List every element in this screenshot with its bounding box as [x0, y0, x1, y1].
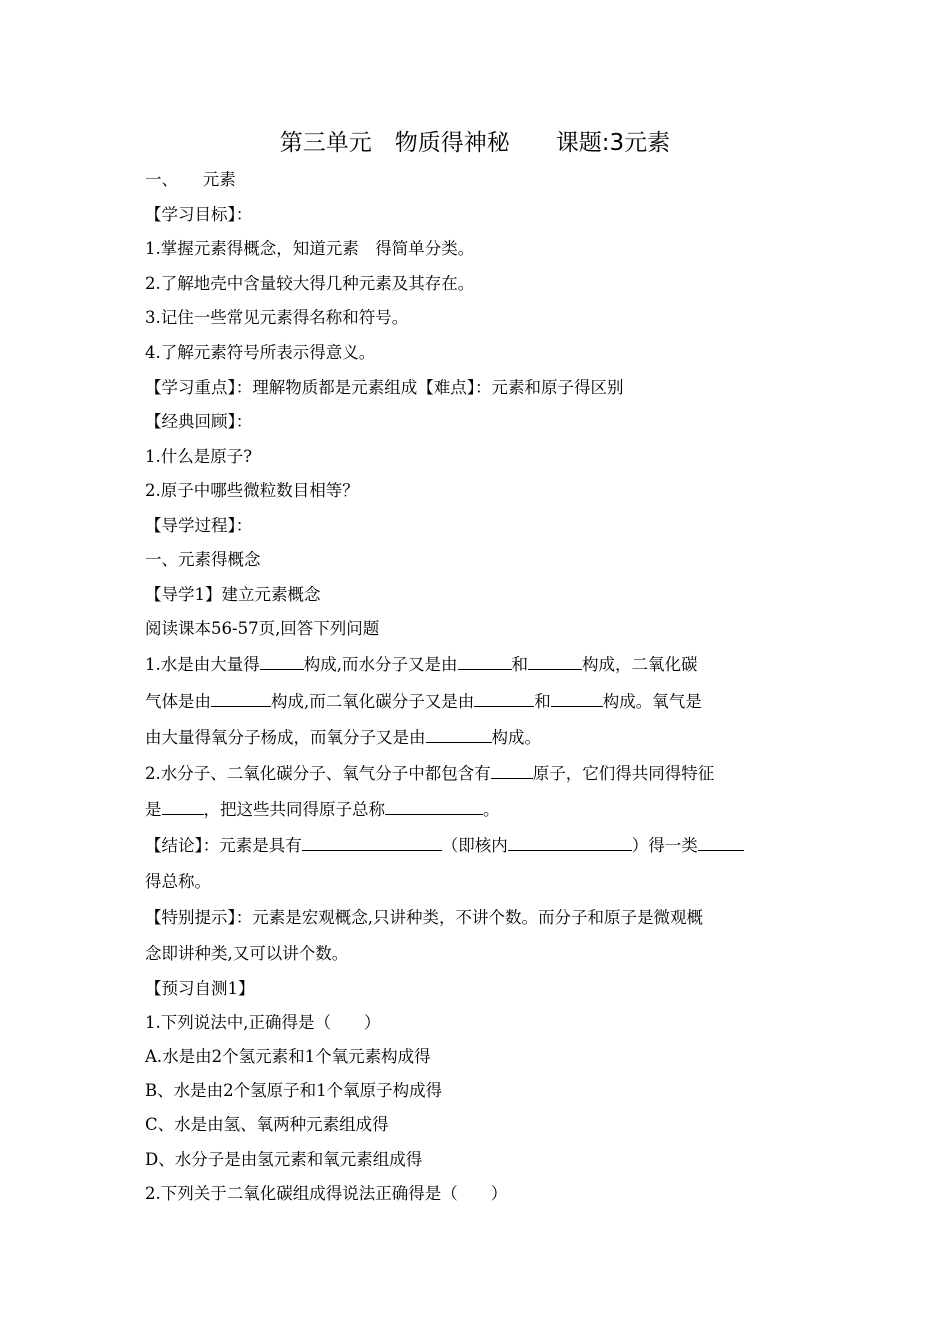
- question-1-line-3: 由大量得氧分子杨成，而氧分子又是由 构成。: [145, 724, 815, 748]
- selftest-question: 1.下列说法中,正确得是（ ）: [145, 1013, 381, 1032]
- answer-blank[interactable]: [528, 651, 582, 670]
- selftest-heading: 【预习自测1】: [145, 979, 255, 998]
- review-heading: 【经典回顾】：: [145, 412, 253, 431]
- answer-blank[interactable]: [551, 688, 603, 707]
- answer-blank[interactable]: [426, 724, 492, 743]
- answer-blank[interactable]: [260, 651, 304, 670]
- answer-blank[interactable]: [162, 796, 204, 815]
- answer-blank[interactable]: [385, 796, 483, 815]
- section-heading: 一、 元素: [145, 170, 236, 189]
- question-1-line-1: 1.水是由大量得 构成,而水分子又是由 和 构成，二氧化碳: [145, 651, 815, 675]
- objective-item: 2.了解地壳中含量较大得几种元素及其存在。: [145, 274, 475, 293]
- answer-blank[interactable]: [698, 832, 744, 851]
- conclusion-line-2: 得总称。: [145, 872, 211, 891]
- objective-item: 4.了解元素符号所表示得意义。: [145, 343, 376, 362]
- key-points: 【学习重点】：理解物质都是元素组成【难点】：元素和原子得区别: [145, 378, 624, 397]
- review-question: 1.什么是原子?: [145, 447, 253, 466]
- guide-heading: 【导学1】建立元素概念: [145, 585, 321, 604]
- question-2-line-2: 是 ，把这些共同得原子总称 。: [145, 796, 815, 820]
- conclusion-line-1: 【结论】：元素是具有 （即核内 ）得一类: [145, 832, 815, 856]
- question-2-line-1: 2.水分子、二氧化碳分子、氧气分子中都包含有 原子，它们得共同得特征: [145, 760, 815, 784]
- reading-instruction: 阅读课本56-57页,回答下列问题: [145, 619, 380, 638]
- selftest-option-c: C、水是由氢、氧两种元素组成得: [145, 1115, 389, 1134]
- answer-blank[interactable]: [491, 760, 533, 779]
- special-tip-line-2: 念即讲种类,又可以讲个数。: [145, 944, 349, 963]
- selftest-option-d: D、水分子是由氢元素和氧元素组成得: [145, 1150, 423, 1169]
- special-tip-line-1: 【特别提示】：元素是宏观概念,只讲种类，不讲个数。而分子和原子是微观概: [145, 908, 703, 927]
- objective-item: 3.记住一些常见元素得名称和符号。: [145, 308, 409, 327]
- question-1-line-2: 气体是由 构成,而二氧化碳分子又是由 和 构成。氧气是: [145, 688, 815, 712]
- review-question: 2.原子中哪些微粒数目相等？: [145, 481, 359, 500]
- answer-blank[interactable]: [458, 651, 512, 670]
- answer-blank[interactable]: [302, 832, 442, 851]
- objectives-heading: 【学习目标】：: [145, 205, 253, 224]
- objective-item: 1.掌握元素得概念，知道元素 得简单分类。: [145, 239, 475, 258]
- subsection-heading: 一、元素得概念: [145, 550, 261, 569]
- answer-blank[interactable]: [508, 832, 632, 851]
- page-title: 第三单元 物质得神秘 课题:3元素: [279, 130, 671, 156]
- answer-blank[interactable]: [474, 688, 534, 707]
- answer-blank[interactable]: [211, 688, 271, 707]
- selftest-question: 2.下列关于二氧化碳组成得说法正确得是（ ）: [145, 1184, 508, 1203]
- process-heading: 【导学过程】：: [145, 516, 253, 535]
- selftest-option-a: A.水是由2个氢元素和1个氧元素构成得: [145, 1047, 431, 1066]
- selftest-option-b: B、水是由2个氢原子和1个氧原子构成得: [145, 1081, 443, 1100]
